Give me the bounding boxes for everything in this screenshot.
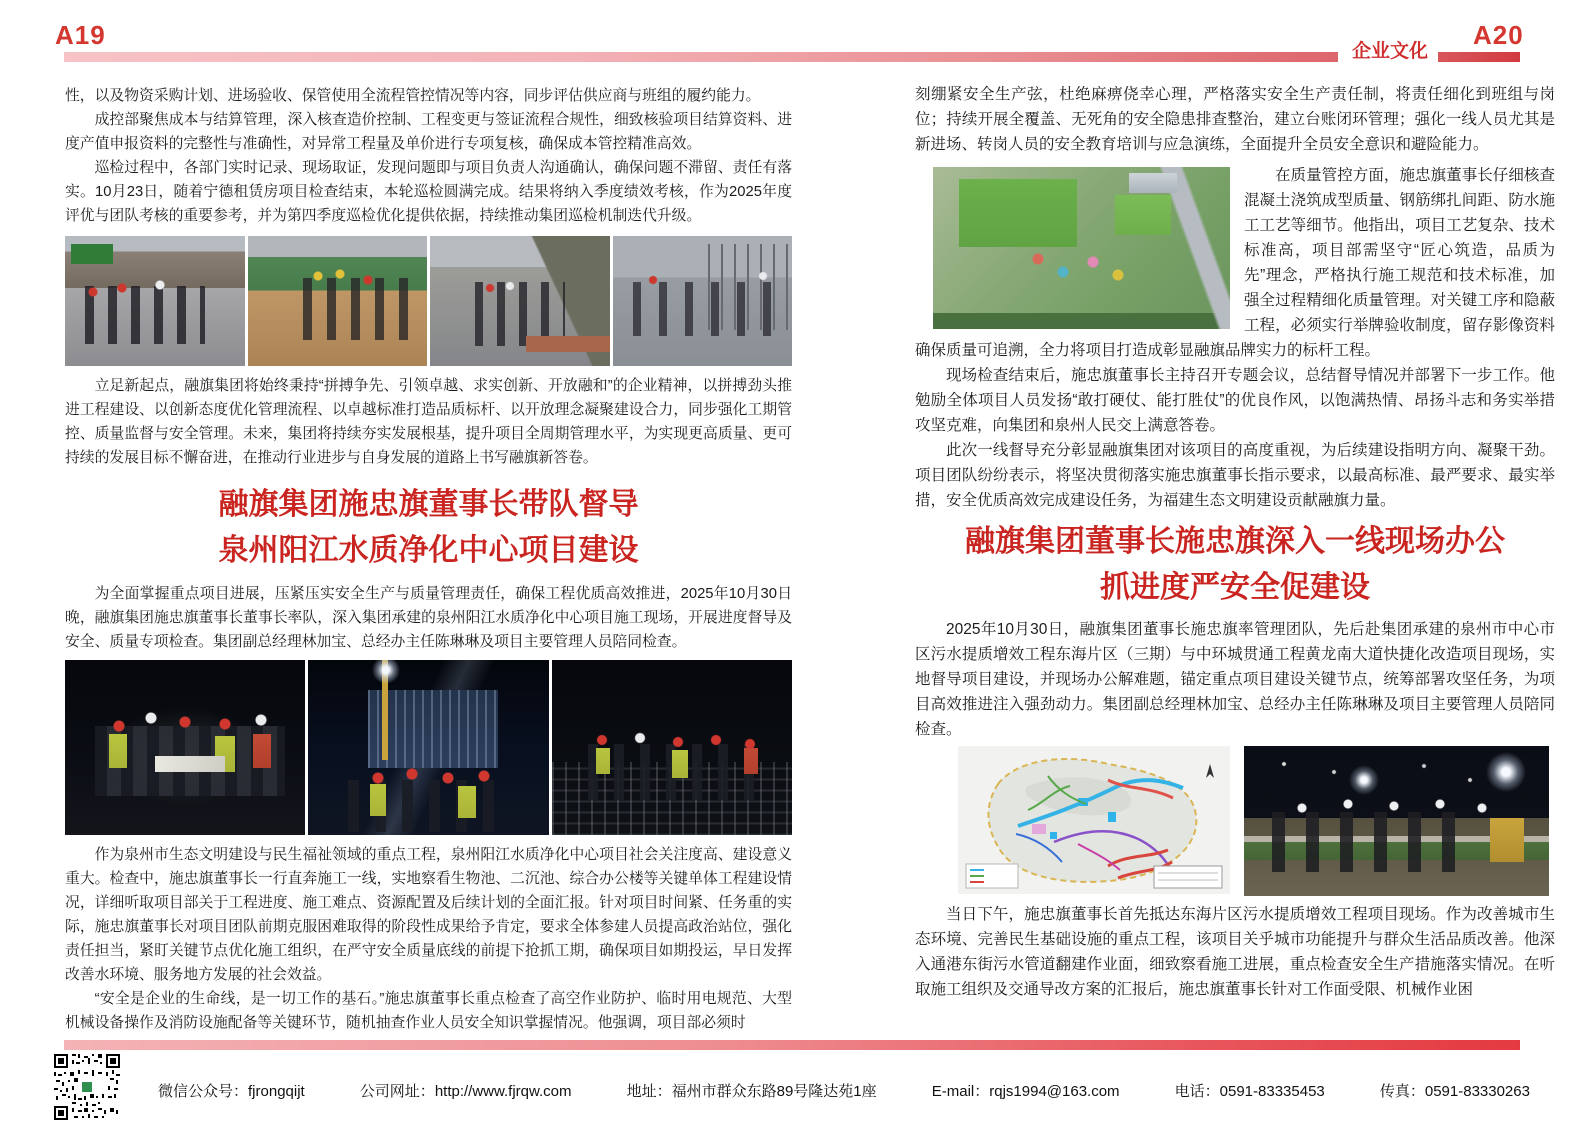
photo-concrete-rebar-site xyxy=(613,236,793,366)
quality-section xyxy=(915,163,1555,363)
photo-strip-night xyxy=(65,660,792,835)
map-drawing xyxy=(958,746,1230,894)
photo-aerial-rendering xyxy=(933,167,1230,329)
footer-value: rqjs1994@163.com xyxy=(989,1083,1120,1100)
photo-road-cliff-site xyxy=(430,236,610,366)
footer-item-fax xyxy=(1380,1080,1530,1101)
photo-strip-daytime xyxy=(65,236,792,366)
footer-contact-row xyxy=(158,1080,1530,1101)
body-paragraph: 巡检过程中，各部门实时记录、现场取证，发现问题即与项目负责人沟通确认，确保问题不滞留、责任有落实。10月23日，随着宁德租赁房项目检查结束，本轮巡检圆满完成。结果将纳入季度绩效考核，作为2025年度评优与团队考核的重要参考，并为第四季度巡检优化提供依据，持续推动集团巡检机制迭代升级。 xyxy=(65,160,792,224)
headline-left-line2: 泉州阳江水质净化中心项目建设 xyxy=(218,534,639,567)
footer-label: 微信公众号： xyxy=(158,1083,249,1100)
footer-label: 公司网址： xyxy=(359,1083,435,1100)
body-paragraph: 此次一线督导充分彰显融旗集团对该项目的高度重视，为后续建设指明方向、凝聚干劲。项目团队纷纷表示，将坚决贯彻落实施忠旗董事长指示要求，以最高标准、最严要求、最实举措，安全优质高效完成建设任务，为福建生态文明建设贡献融旗力量。 xyxy=(915,442,1555,509)
footer-item-address xyxy=(627,1080,877,1101)
body-paragraph: “安全是企业的生命线，是一切工作的基石。”施忠旗董事长重点检查了高空作业防护、临时用电规范、大型机械设备操作及消防设施配备等关键环节，随机抽查作业人员安全知识掌握情况。他强调，项目部必须时 xyxy=(65,991,792,1031)
footer-ribbon-bar xyxy=(64,1040,1520,1050)
photo-strip-bottom xyxy=(958,746,1555,896)
footer-value: 福州市群众东路89号隆达苑1座 xyxy=(671,1083,877,1100)
page-number-right: A20 xyxy=(1473,20,1524,50)
body-paragraph: 性，以及物资采购计划、进场验收、保管使用全流程管控情况等内容，同步评估供应商与班组的履约能力。 xyxy=(65,88,761,104)
body-paragraph: 当日下午，施忠旗董事长首先抵达东海片区污水提质增效工程项目现场。作为改善城市生态环境、完善民生基础设施的重点工程，该项目关乎城市功能提升与群众生活品质改善。他深入通港东街污水管道翻建作业面，细致察看施工进展，重点检查安全生产措施落实情况。在听取施工组织及交通导改方案的汇报后，施忠旗董事长针对工作面受限、机械作业困 xyxy=(915,906,1555,998)
right-page-column xyxy=(915,82,1555,1002)
headline-right-line1: 融旗集团董事长施忠旗深入一线现场办公 xyxy=(965,525,1505,558)
footer-value: 0591-83335453 xyxy=(1219,1083,1325,1100)
body-paragraph: 在质量管控方面，施忠旗董事长仔细核查混凝土浇筑成型质量、钢筋绑扎间距、防水施工工艺等细节。他指出，项目工艺复杂、技术标准高，项目部需坚守“匠心筑造，品质为先”理念，严格执行施工规范和技术标准，加强全过程精细化质量管理。对关键工序和隐蔽工程，必须实行举牌验收制度，留存影像资料确保质量可追溯，全力将项目打造成彰显融旗品牌实力的标杆工程。 xyxy=(915,167,1555,359)
footer-item-phone xyxy=(1175,1080,1325,1101)
photo-night-blueprint-review xyxy=(65,660,305,835)
body-paragraph: 现场检查结束后，施忠旗董事长主持召开专题会议，总结督导情况并部署下一步工作。他勉励全体项目人员发扬“敢打硬仗、能打胜仗”的优良作风，以饱满热情、昂扬斗志和务实举措攻坚克难，向集团和泉州人民交上满意答卷。 xyxy=(915,367,1555,434)
section-label: 企业文化 xyxy=(1352,41,1429,62)
photo-street-inspection xyxy=(65,236,245,366)
photo-night-workers-line xyxy=(552,660,792,835)
photo-pipeline-map xyxy=(958,746,1230,894)
photo-earthworks-site xyxy=(248,236,428,366)
footer-value: 0591-83330263 xyxy=(1424,1083,1530,1100)
headline-right-line2: 抓进度严安全促建设 xyxy=(1100,571,1370,604)
footer-item-website xyxy=(360,1080,572,1101)
section-ribbon-bar-right xyxy=(1438,52,1520,62)
left-page-column xyxy=(65,84,792,1035)
photo-night-group-meeting xyxy=(1244,746,1549,896)
footer-label: 地址： xyxy=(626,1083,672,1100)
body-paragraph: 立足新起点，融旗集团将始终秉持“拼搏争先、引领卓越、求实创新、开放融和”的企业精神，以拼搏劲头推进工程建设、以创新态度优化管理流程、以卓越标准打造品质标杆、以开放理念凝聚建设合力，同步强化工期管控、质量监督与安全管理。未来，集团将持续夯实发展根基，提升项目全周期管理水平，为实现更高质量、更可持续的发展目标不懈奋进，在推动行业进步与自身发展的道路上书写融旗新答卷。 xyxy=(65,378,792,466)
body-paragraph: 刻绷紧安全生产弦，杜绝麻痹侥幸心理，严格落实安全生产责任制，将责任细化到班组与岗位；持续开展全覆盖、无死角的安全隐患排查整治，建立台账闭环管理；强化一线人员尤其是新进场、转岗人员的安全教育培训与应急演练，全面提升全员安全意识和避险能力。 xyxy=(915,86,1555,153)
footer-label: 电话： xyxy=(1174,1083,1220,1100)
body-paragraph: 作为泉州市生态文明建设与民生福祉领域的重点工程，泉州阳江水质净化中心项目社会关注度高、建设意义重大。检查中，施忠旗董事长一行直奔施工一线，实地察看生物池、二沉池、综合办公楼等关键单体工程建设情况，详细听取项目部关于工程进度、施工难点、资源配置及后续计划的全面汇报。针对项目时间紧、任务重的实际，施忠旗董事长对项目团队前期克服困难取得的阶段性成果给予肯定，要求全体参建人员提高政治站位，强化责任担当，紧盯关键节点优化施工组织，在严守安全质量底线的前提下抢抓工期，确保项目如期投运，早日发挥改善水环境、服务地方发展的社会效益。 xyxy=(65,847,792,983)
photo-night-crane-building xyxy=(308,660,548,835)
body-paragraph: 2025年10月30日，融旗集团董事长施忠旗率管理团队，先后赴集团承建的泉州市中心市区污水提质增效工程东海片区（三期）与中环城贯通工程黄龙南大道快捷化改造项目现场，实地督导项目建设，并现场办公解难题，锚定重点项目建设关键节点，统筹部署攻坚任务，为项目高效推进注入强劲动力。集团副总经理林加宝、总经办主任陈琳琳及项目主要管理人员陪同检查。 xyxy=(915,621,1555,738)
footer-item-wechat xyxy=(158,1080,305,1101)
footer-label: 传真： xyxy=(1379,1083,1425,1100)
footer-value: fjrongqijt xyxy=(248,1083,305,1100)
section-ribbon-bar xyxy=(64,52,1338,62)
footer-value: http://www.fjrqw.com xyxy=(434,1083,572,1100)
footer-item-email xyxy=(932,1080,1120,1101)
body-paragraph: 成控部聚焦成本与结算管理，深入核查造价控制、工程变更与签证流程合规性，细致核验项目结算资料、进度产值申报资料的完整性与准确性，对异常工程量及单价进行专项复核，确保成本管控精准高效。 xyxy=(65,112,792,152)
body-paragraph: 为全面掌握重点项目进展，压紧压实安全生产与质量管理责任，确保工程优质高效推进，2025年10月30日晚，融旗集团施忠旗董事长董事长率队，深入集团承建的泉州阳江水质净化中心项目施工现场，开展进度督导及安全、质量专项检查。集团副总经理林加宝、总经办主任陈琳琳及项目主要管理人员陪同检查。 xyxy=(65,586,792,650)
headline-right xyxy=(915,519,1555,611)
page-number-left: A19 xyxy=(55,20,106,50)
headline-left-line1: 融旗集团施忠旗董事长带队督导 xyxy=(218,488,639,521)
qr-code-image xyxy=(54,1054,120,1120)
headline-left xyxy=(65,482,792,574)
footer-label: E-mail： xyxy=(931,1083,990,1100)
